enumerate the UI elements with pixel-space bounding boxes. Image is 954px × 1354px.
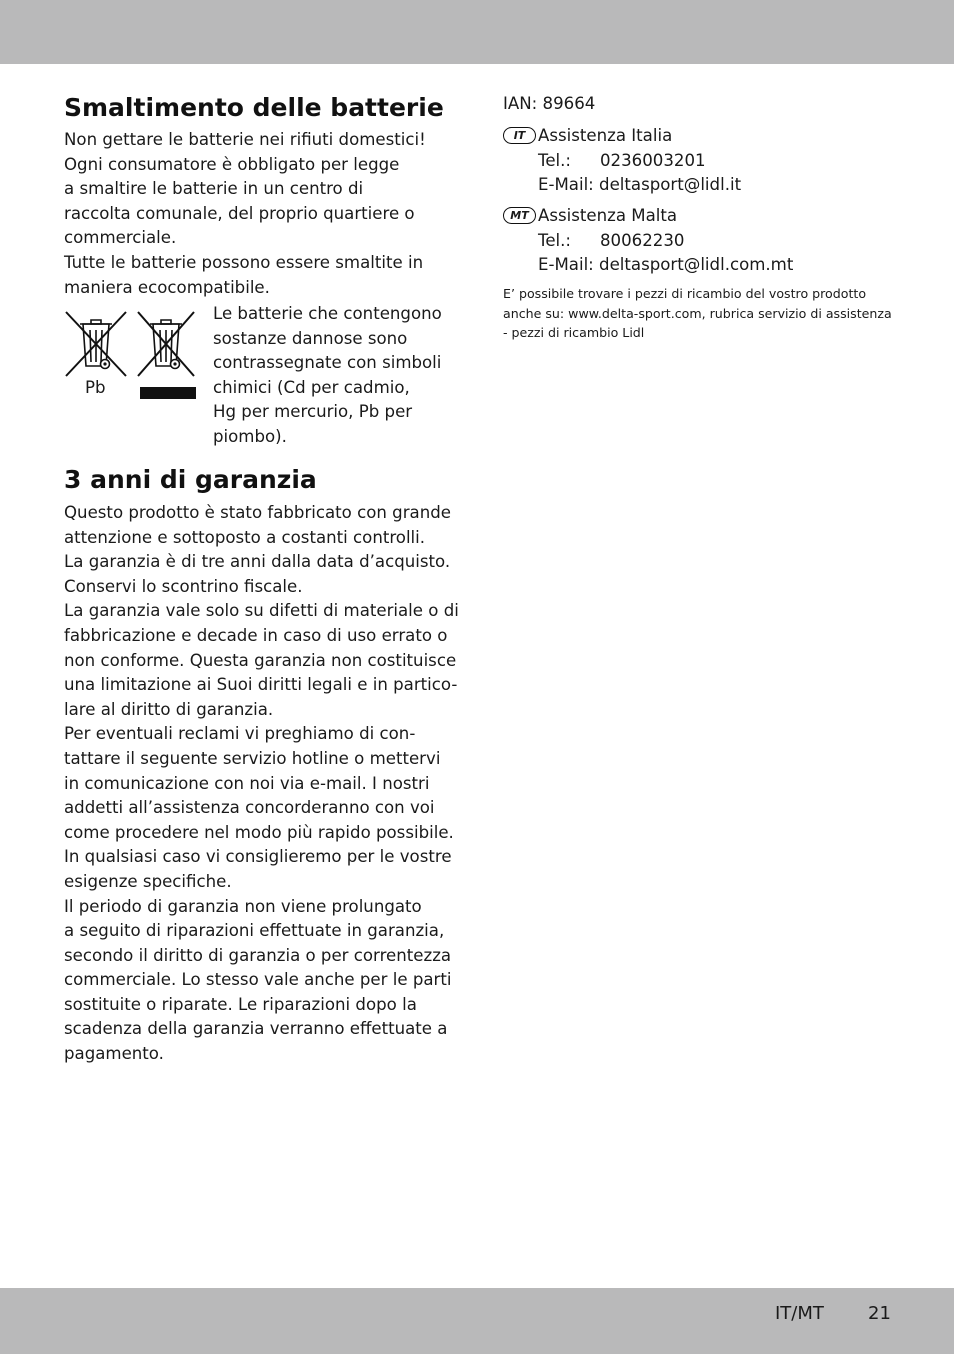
text-line: attenzione e sottoposto a costanti controlli.: [64, 527, 426, 547]
text-line: Ogni consumatore è obbligato per legge: [64, 154, 400, 174]
contact-italy-email: E-Mail: deltasport@lidl.it: [538, 175, 742, 195]
text-line: tattare il seguente servizio hotline o mettervi: [64, 748, 441, 768]
crossed-bin-icon: [64, 310, 128, 378]
text-line: secondo il diritto di garanzia o per correntezza: [64, 945, 452, 965]
text-line: Questo prodotto è stato fabbricato con grande: [64, 503, 451, 522]
text-line: non conforme. Questa garanzia non costituisce: [64, 650, 457, 670]
batterie-paragraph: [64, 128, 426, 300]
text-line: pagamento.: [64, 1044, 164, 1064]
text-line: contrassegnate con simboli: [213, 353, 442, 373]
text-line: in comunicazione con noi via e-mail. I nostri: [64, 773, 430, 793]
contact-italy-name: Assistenza Italia: [538, 126, 673, 145]
contact-italy-header: [503, 124, 741, 149]
crossed-bin-icon: [136, 310, 196, 378]
text-line: commerciale.: [64, 228, 177, 248]
text-line: Tutte le batterie possono essere smaltite in: [64, 252, 424, 272]
text-line: raccolta comunale, del proprio quartiere o: [64, 203, 415, 223]
footer-language: IT/MT: [775, 1303, 824, 1324]
text-line: Le batterie che contengono: [213, 304, 442, 323]
spare-parts-note: [503, 284, 892, 343]
text-line: a seguito di riparazioni effettuate in garanzia,: [64, 921, 445, 941]
text-line: scadenza della garanzia verranno effettuate a: [64, 1019, 448, 1039]
text-line: come procedere nel modo più rapido possibile.: [64, 822, 454, 842]
contact-malta-header: [503, 204, 793, 229]
text-line: chimici (Cd per cadmio,: [213, 377, 410, 397]
tel-label: Tel.:: [538, 150, 572, 170]
section-title-garanzia: 3 anni di garanzia: [64, 465, 317, 494]
pb-label: Pb: [85, 378, 106, 397]
tel-label: Tel.:: [538, 230, 572, 250]
phone-number: 0236003201: [600, 150, 706, 170]
note-line: anche su: www.delta-sport.com, rubrica servizio di assistenza: [503, 305, 892, 321]
contact-italy: [503, 124, 741, 198]
text-line: Il periodo di garanzia non viene prolungato: [64, 896, 422, 916]
contact-malta-phone: [503, 229, 793, 254]
contact-malta-name: Assistenza Malta: [538, 206, 678, 225]
phone-number: 80062230: [600, 230, 685, 250]
text-line: Hg per mercurio, Pb per: [213, 402, 413, 422]
header-band: [0, 0, 954, 64]
text-line: a smaltire le batterie in un centro di: [64, 179, 364, 199]
ian-number: IAN: 89664: [503, 94, 596, 113]
black-bar-mark: [140, 387, 196, 399]
garanzia-paragraph: [64, 501, 459, 1067]
contact-italy-phone: [503, 149, 741, 174]
page-number: 21: [868, 1303, 891, 1324]
text-line: lare al diritto di garanzia.: [64, 699, 274, 719]
text-line: sostituite o riparate. Le riparazioni dopo la: [64, 994, 417, 1014]
text-line: La garanzia vale solo su difetti di materiale o di: [64, 601, 459, 621]
text-line: esigenze specifiche.: [64, 871, 232, 891]
contact-malta: [503, 204, 793, 278]
text-line: In qualsiasi caso vi consiglieremo per le vostre: [64, 847, 452, 867]
text-line: Per eventuali reclami vi preghiamo di con-: [64, 724, 416, 744]
contact-malta-email: E-Mail: deltasport@lidl.com.mt: [538, 255, 794, 275]
bin-description: [213, 302, 442, 450]
note-line: E’ possibile trovare i pezzi di ricambio del vostro prodotto: [503, 286, 867, 301]
section-title-batterie: Smaltimento delle batterie: [64, 93, 444, 122]
text-line: Non gettare le batterie nei rifiuti domestici!: [64, 130, 426, 149]
text-line: Conservi lo scontrino fiscale.: [64, 576, 303, 596]
text-line: piombo).: [213, 426, 287, 446]
text-line: sostanze dannose sono: [213, 328, 408, 348]
note-line: - pezzi di ricambio Lidl: [503, 325, 645, 340]
text-line: fabbricazione e decade in caso di uso errato o: [64, 625, 448, 645]
text-line: La garanzia è di tre anni dalla data d’acquisto.: [64, 552, 451, 572]
text-line: addetti all’assistenza concorderanno con voi: [64, 798, 435, 818]
text-line: una limitazione ai Suoi diritti legali e in partico-: [64, 675, 458, 695]
country-badge-mt: MT: [503, 207, 536, 224]
text-line: maniera ecocompatibile.: [64, 277, 270, 297]
country-badge-it: IT: [503, 127, 536, 144]
battery-symbols-block: [64, 302, 448, 452]
text-line: commerciale. Lo stesso vale anche per le parti: [64, 970, 452, 990]
